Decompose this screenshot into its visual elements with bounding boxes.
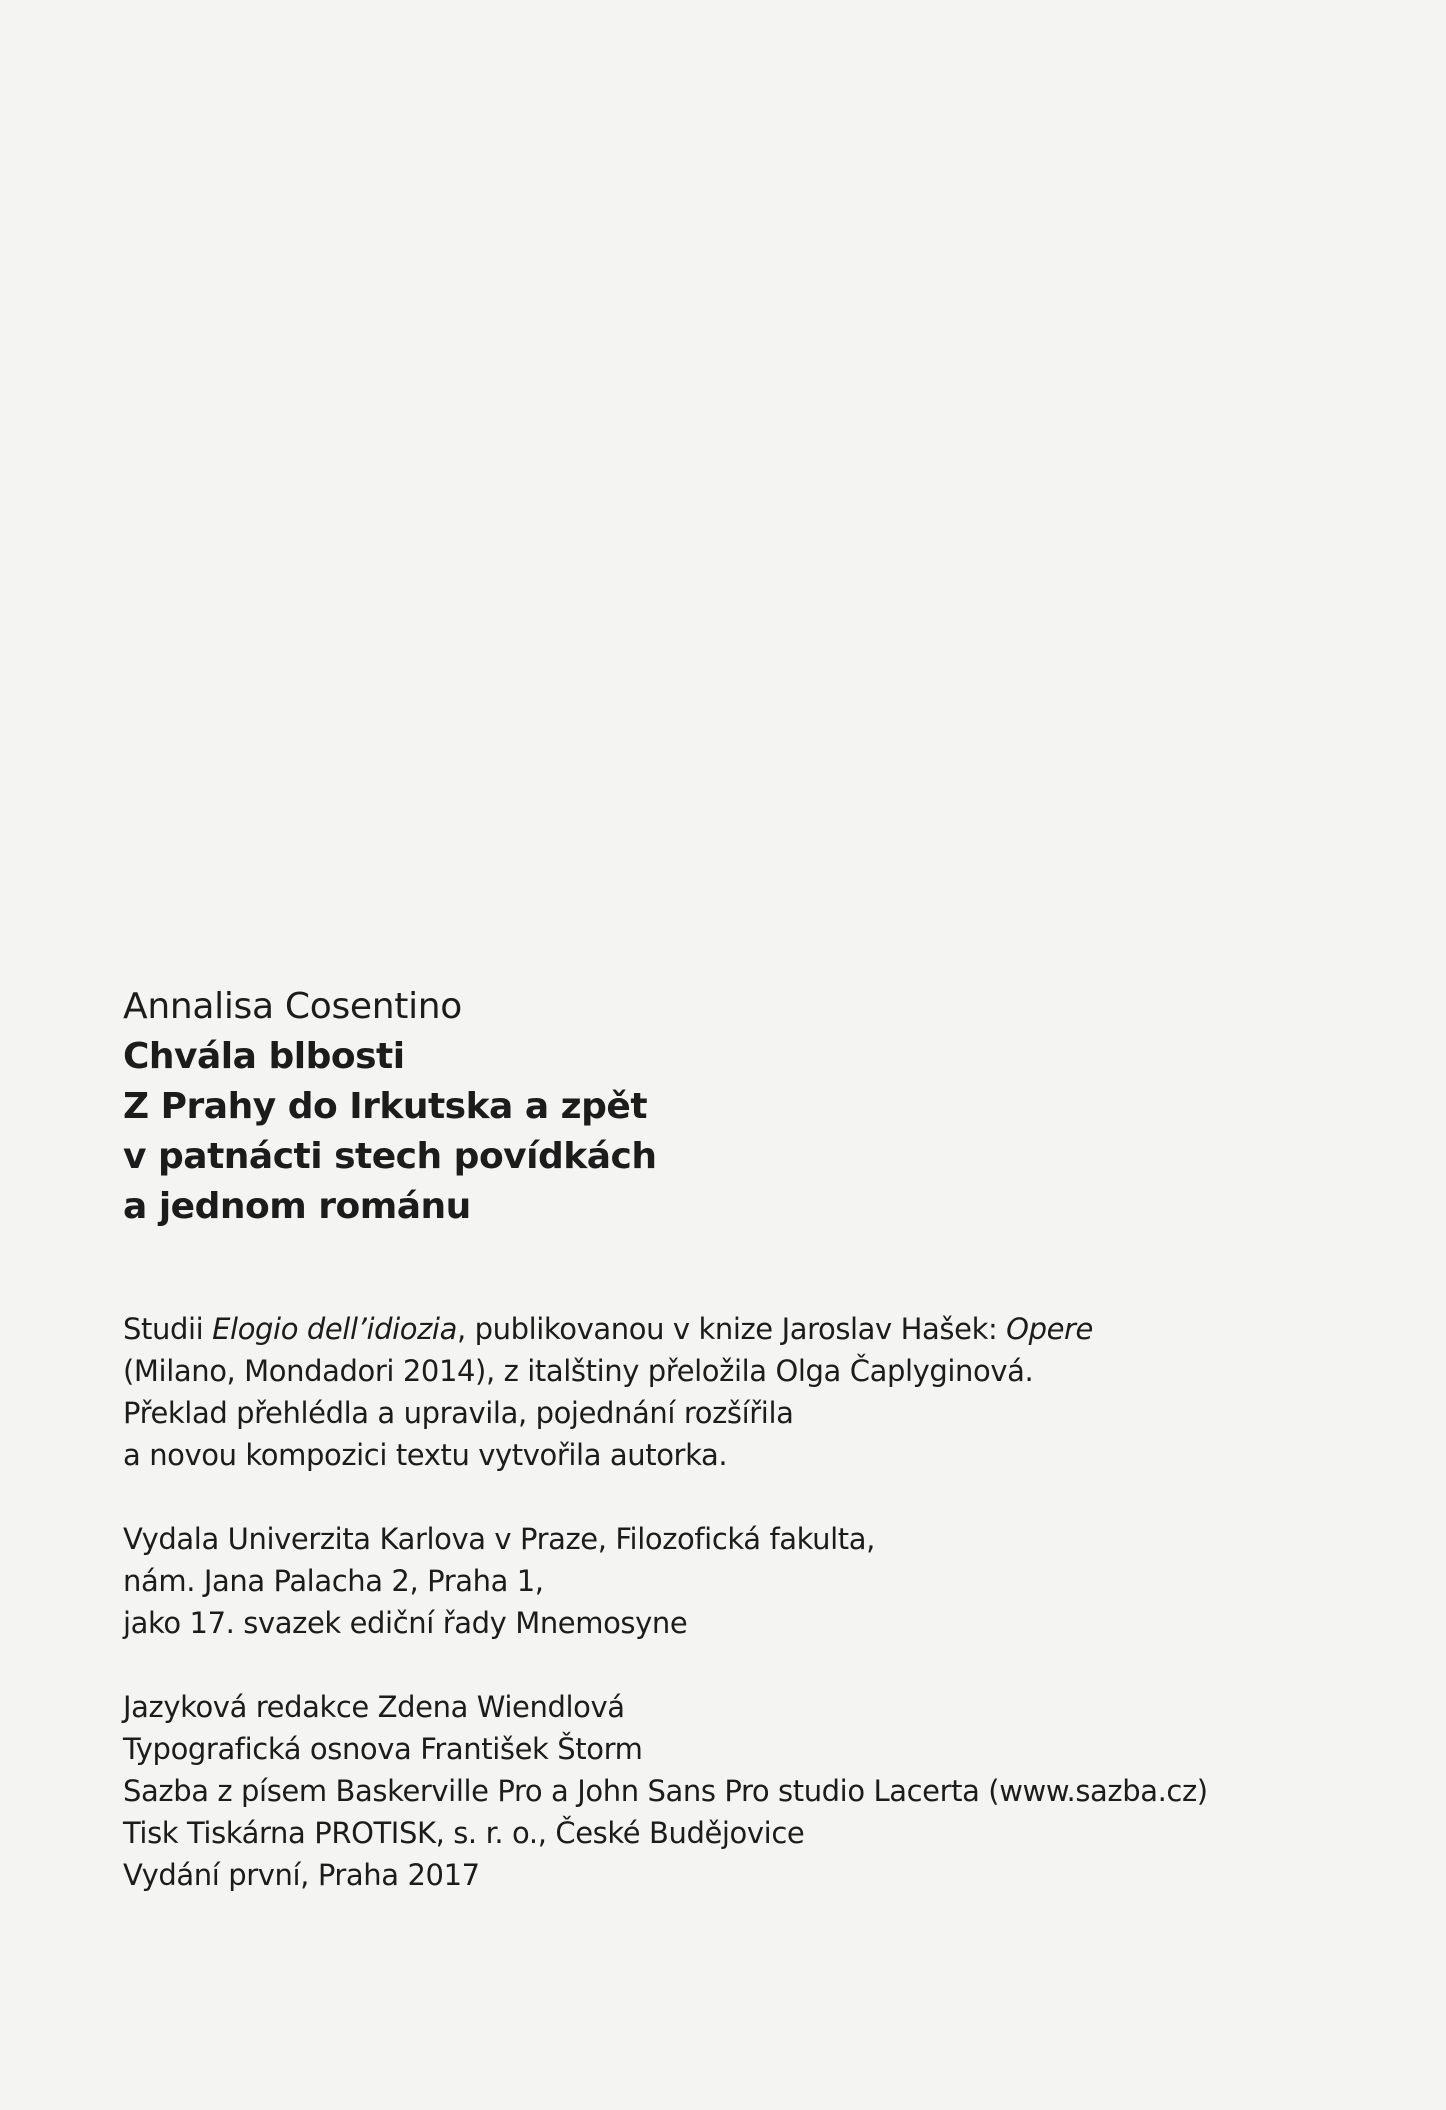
staff-line: Tisk Tiskárna PROTISK, s. r. o., České Budějovice (123, 1816, 805, 1850)
credits-line: Překlad přehlédla a upravila, pojednání rozšířila (123, 1396, 794, 1430)
staff-line: Typografická osnova František Štorm (123, 1732, 643, 1766)
credits-text: , publikovanou v knize Jaroslav Hašek: (456, 1312, 1007, 1346)
credits-text: Studii (123, 1312, 213, 1346)
production-credits (123, 1686, 1323, 1896)
publisher-line: nám. Jana Palacha 2, Praha 1, (123, 1564, 544, 1598)
title-line: v patnácti stech povídkách (123, 1136, 657, 1177)
author-name: Annalisa Cosentino (123, 986, 463, 1027)
imprint-block (123, 982, 1323, 1896)
title-line: Chvála blbosti (123, 1036, 405, 1077)
credits-line: a novou kompozici textu vytvořila autorka. (123, 1438, 728, 1472)
staff-line: Jazyková redakce Zdena Wiendlová (123, 1690, 625, 1724)
publisher-line: jako 17. svazek ediční řady Mnemosyne (123, 1606, 688, 1640)
book-title (123, 1032, 1323, 1232)
publisher-info (123, 1518, 1323, 1644)
staff-line: Vydání první, Praha 2017 (123, 1858, 480, 1892)
publisher-line: Vydala Univerzita Karlova v Praze, Filozofická fakulta, (123, 1522, 875, 1556)
title-line: Z Prahy do Irkutska a zpět (123, 1086, 648, 1127)
original-title: Elogio dell’idiozia (212, 1312, 457, 1346)
credits-line (123, 1308, 1323, 1350)
title-line: a jednom románu (123, 1186, 471, 1227)
translation-credits (123, 1308, 1323, 1476)
credits-line: (Milano, Mondadori 2014), z italštiny přeložila Olga Čaplyginová. (123, 1354, 1034, 1388)
source-book-title: Opere (1006, 1312, 1093, 1346)
staff-line: Sazba z písem Baskerville Pro a John Sans Pro studio Lacerta (www.sazba.cz) (123, 1774, 1208, 1808)
